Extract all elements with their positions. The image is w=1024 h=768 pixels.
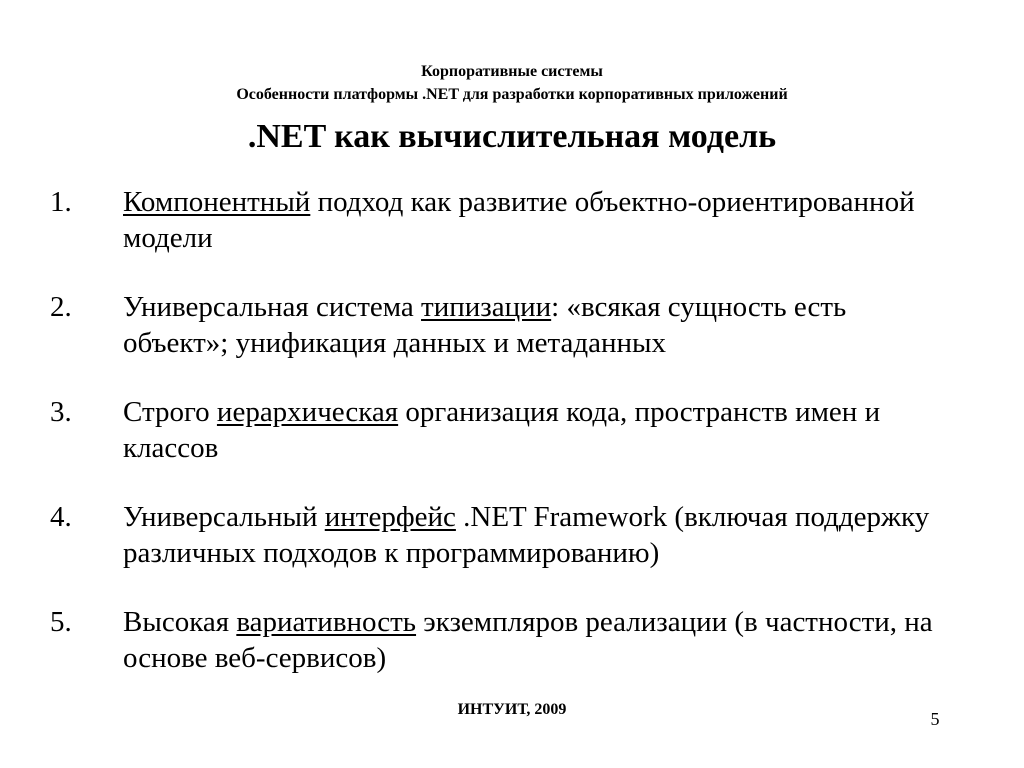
list-item-number: 5.	[50, 606, 72, 638]
slide-title: .NET как вычислительная модель	[247, 118, 777, 155]
underlined-term: иерархическая	[216, 396, 399, 428]
text-segment: : «всякая сущность есть объект»; унификация данных и метаданных	[123, 291, 847, 359]
course-subtitle: Особенности платформы .NET для разработки корпоративных приложений	[236, 86, 788, 103]
footer-credit: ИНТУИТ, 2009	[457, 701, 567, 718]
underlined-term: типизации	[421, 291, 552, 323]
underlined-term: Компонентный	[123, 186, 311, 218]
list-item	[50, 184, 950, 256]
text-segment: Универсальный	[123, 501, 325, 533]
text-segment: организация кода, пространств имен и классов	[123, 396, 881, 464]
text-segment: Универсальная система	[123, 291, 422, 323]
list-item-text	[123, 499, 950, 571]
text-segment: экземпляров реализации (в частности, на основе веб-сервисов)	[123, 606, 933, 674]
list-item-number: 4.	[50, 501, 72, 533]
list-item-text	[123, 604, 950, 676]
page-number: 5	[930, 709, 940, 729]
numbered-list	[50, 184, 950, 709]
list-item-number: 1.	[50, 186, 72, 218]
underlined-term: вариативность	[236, 606, 417, 638]
list-item	[50, 289, 950, 361]
text-segment: Высокая	[123, 606, 237, 638]
list-item-number: 2.	[50, 291, 72, 323]
list-item-number: 3.	[50, 396, 72, 428]
list-item	[50, 499, 950, 571]
text-segment: Строго	[123, 396, 217, 428]
course-title: Корпоративные системы	[421, 63, 603, 80]
list-item-text	[123, 394, 950, 466]
list-item	[50, 604, 950, 676]
list-item-text	[123, 184, 950, 256]
list-item-text	[123, 289, 950, 361]
list-item	[50, 394, 950, 466]
text-segment: .NET Framework (включая поддержку различных подходов к программированию)	[123, 501, 930, 569]
underlined-term: интерфейс	[324, 501, 456, 533]
text-segment: подход как развитие объектно-ориентированной модели	[123, 186, 915, 254]
